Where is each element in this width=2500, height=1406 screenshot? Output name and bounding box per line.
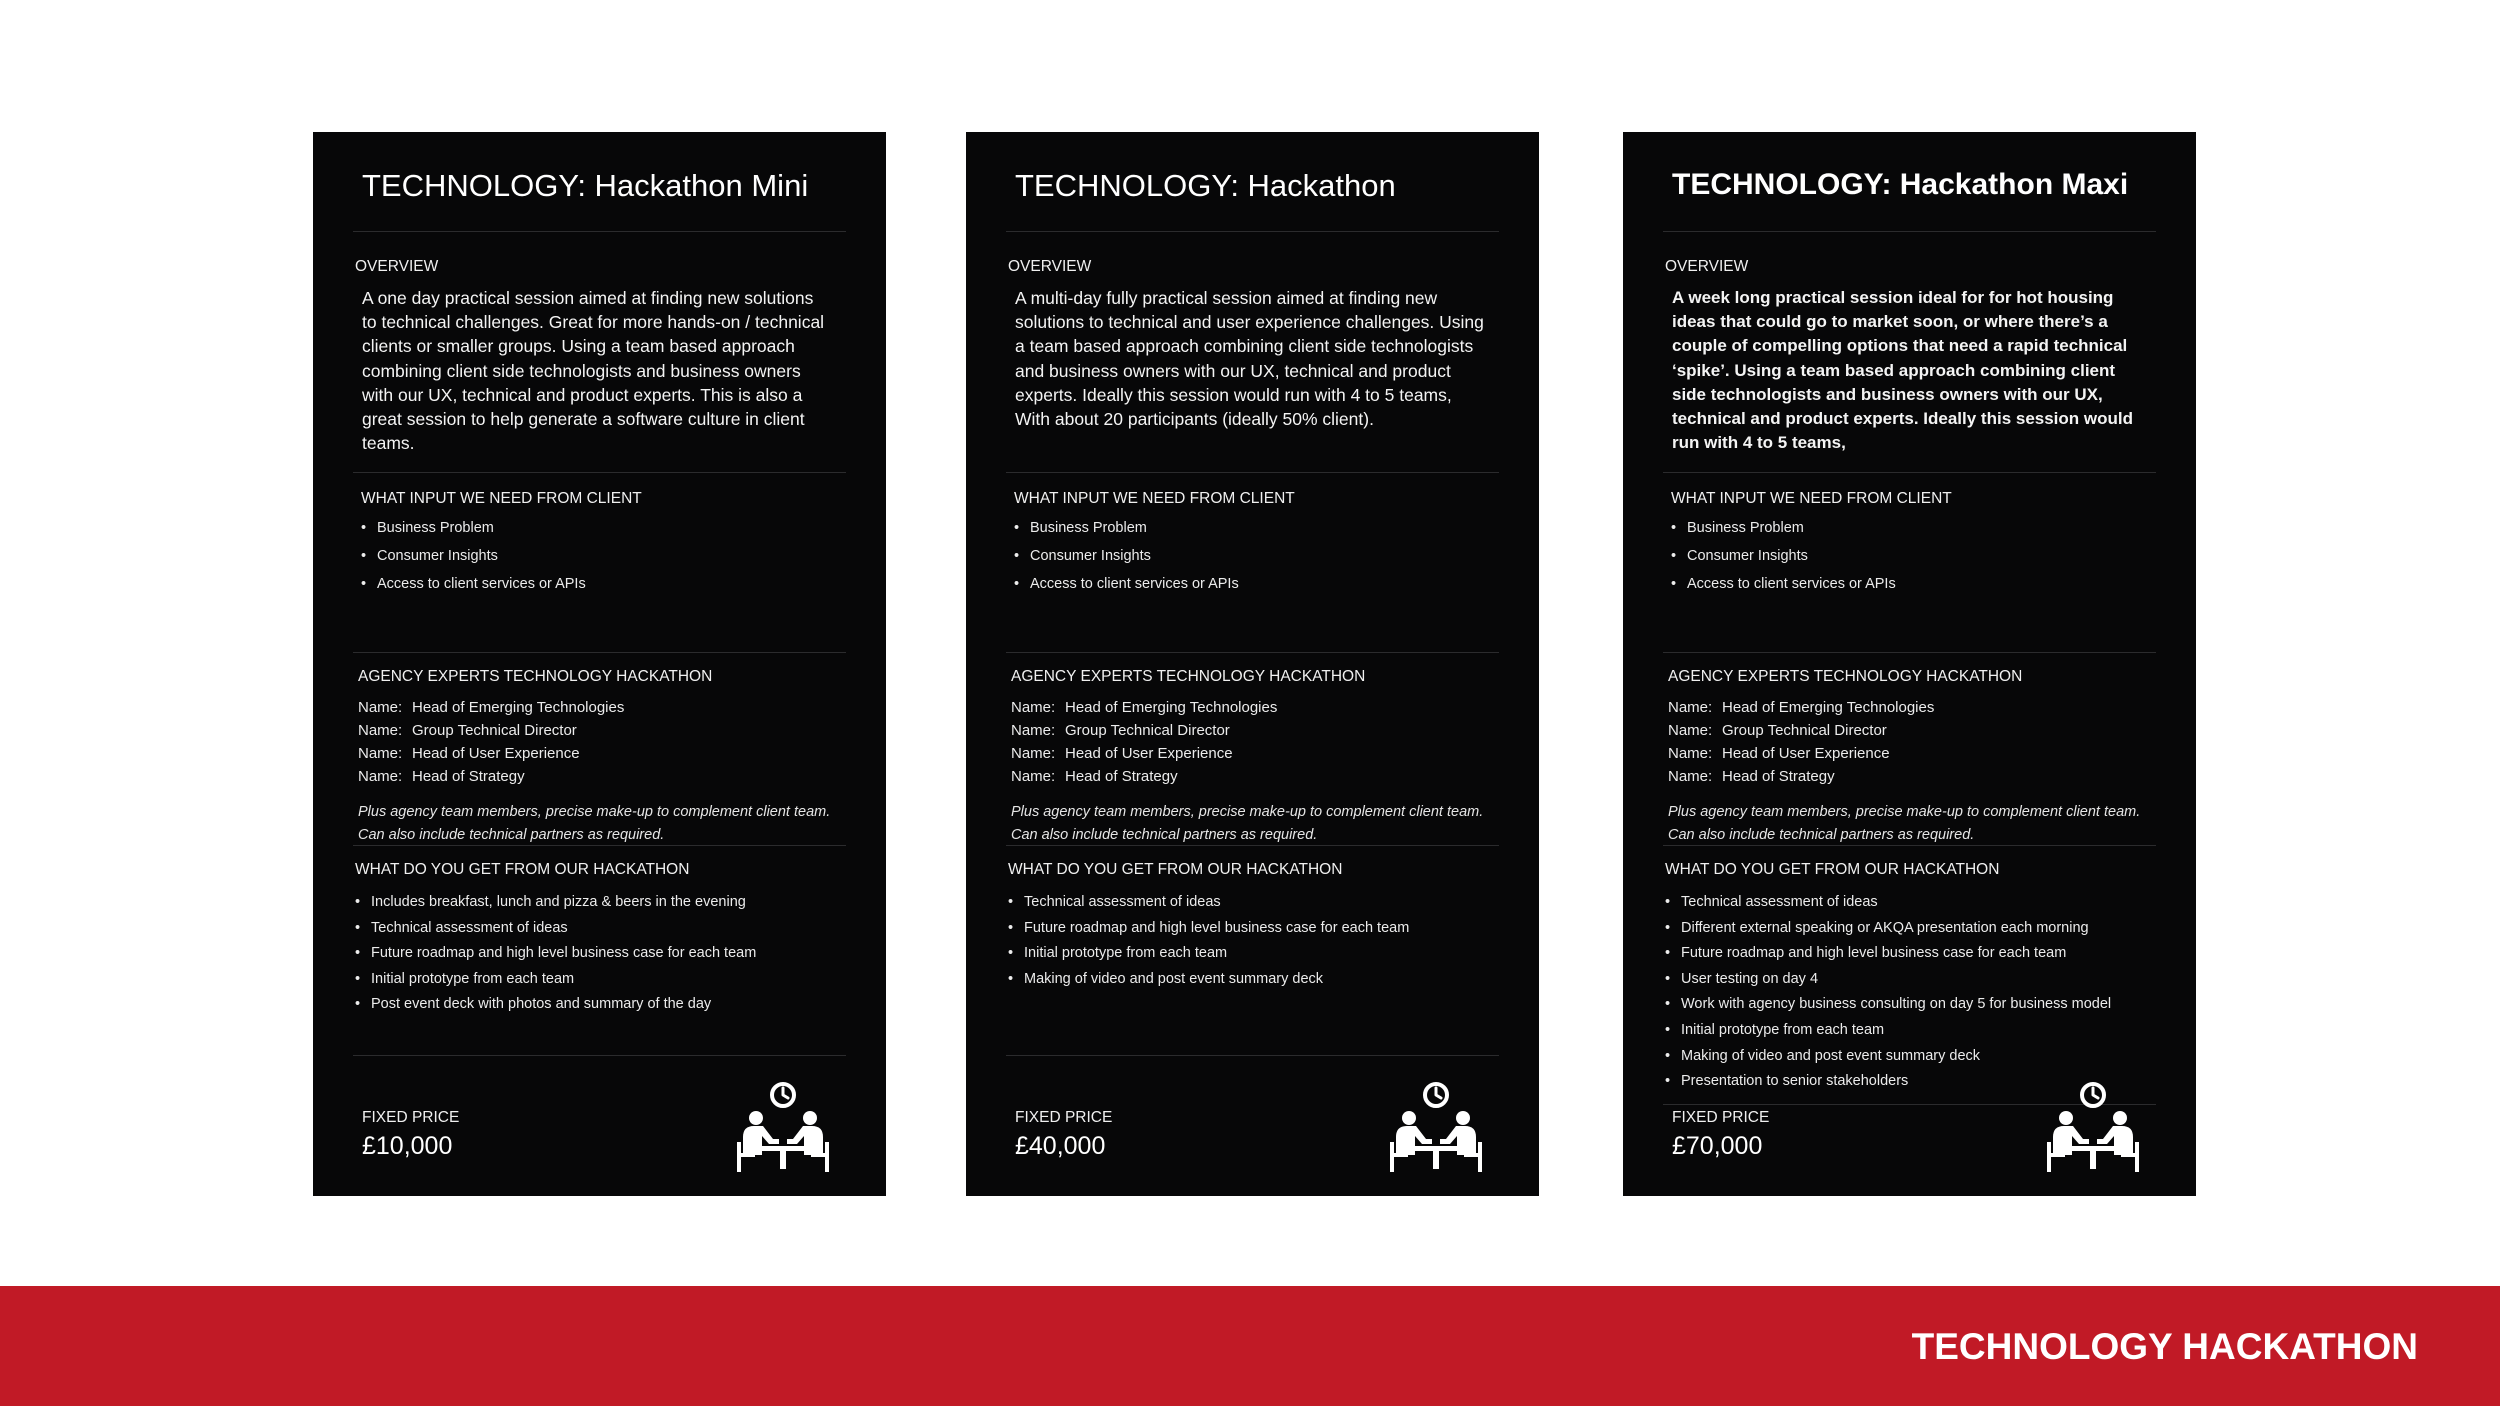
list-item: • Post event deck with photos and summary of the day — [355, 992, 756, 1018]
divider — [1663, 231, 2156, 232]
list-item: • Technical assessment of ideas — [1665, 890, 2111, 916]
expert-row: Name: Head of Strategy — [1668, 768, 1835, 785]
expert-row: Name: Group Technical Director — [358, 722, 577, 739]
divider — [1663, 652, 2156, 653]
list-item: • Business Problem — [1671, 514, 1896, 542]
divider — [1006, 231, 1499, 232]
input-list — [361, 514, 586, 598]
divider — [353, 845, 846, 846]
get-label: WHAT DO YOU GET FROM OUR HACKATHON — [355, 861, 690, 878]
list-item: • Future roadmap and high level business case for each team — [1008, 916, 1409, 942]
input-label: WHAT INPUT WE NEED FROM CLIENT — [361, 490, 642, 507]
input-label: WHAT INPUT WE NEED FROM CLIENT — [1671, 490, 1952, 507]
list-item: • Consumer Insights — [1671, 542, 1896, 570]
price-value: £70,000 — [1672, 1132, 1763, 1160]
list-item: • Presentation to senior stakeholders — [1665, 1069, 2111, 1095]
price-value: £10,000 — [362, 1132, 453, 1160]
price-label: FIXED PRICE — [362, 1109, 460, 1126]
experts-list — [1011, 696, 1277, 788]
card-title: TECHNOLOGY: Hackathon Maxi — [1672, 168, 2129, 201]
get-list — [355, 890, 756, 1018]
list-item: • Future roadmap and high level business case for each team — [1665, 941, 2111, 967]
get-list — [1665, 890, 2111, 1095]
divider — [353, 1055, 846, 1056]
list-item: • Technical assessment of ideas — [355, 916, 756, 942]
list-item: • Business Problem — [1014, 514, 1239, 542]
list-item: • Different external speaking or AKQA presentation each morning — [1665, 916, 2111, 942]
card-title: TECHNOLOGY: Hackathon Mini — [362, 168, 809, 203]
list-item: • Access to client services or APIs — [1671, 570, 1896, 598]
meeting-table-clock-icon — [733, 1082, 833, 1176]
list-item: • Initial prototype from each team — [355, 967, 756, 993]
expert-row: Name: Head of Strategy — [1011, 768, 1178, 785]
expert-row: Name: Head of Emerging Technologies — [1668, 699, 1935, 716]
overview-text: A week long practical session ideal for for hot housing ideas that could go to market soon, or where there’s a couple of compelling options that need a rapid technical ‘spike’. Using a team based approach combining client side technologists and business owners with our UX, technical and product experts. Ideally this session would run with 4 to 5 teams, — [1672, 288, 2134, 453]
list-item: • Access to client services or APIs — [1014, 570, 1239, 598]
get-label: WHAT DO YOU GET FROM OUR HACKATHON — [1665, 861, 2000, 878]
pricing-card-maxi — [1623, 132, 2196, 1196]
overview-label: OVERVIEW — [355, 258, 439, 275]
divider — [1663, 472, 2156, 473]
expert-row: Name: Head of User Experience — [1668, 745, 1890, 762]
list-item: • Consumer Insights — [361, 542, 586, 570]
list-item: • Future roadmap and high level business case for each team — [355, 941, 756, 967]
divider — [1006, 1055, 1499, 1056]
experts-list — [358, 696, 624, 788]
overview-text: A one day practical session aimed at finding new solutions to technical challenges. Great for more hands-on / technical clients or smaller groups. Using a team based approach combining client side technologists and business owners with our UX, technical and product experts. This is also a great session to help generate a software culture in client teams. — [362, 288, 825, 454]
divider — [1006, 845, 1499, 846]
team-note: Plus agency team members, precise make-up to complement client team. Can also include technical partners as required. — [1668, 804, 2141, 843]
list-item: • Work with agency business consulting on day 5 for business model — [1665, 992, 2111, 1018]
list-item: • Includes breakfast, lunch and pizza & beers in the evening — [355, 890, 756, 916]
expert-row: Name: Head of User Experience — [358, 745, 580, 762]
team-note: Plus agency team members, precise make-up to complement client team. Can also include technical partners as required. — [1011, 804, 1484, 843]
list-item: • Access to client services or APIs — [361, 570, 586, 598]
price-label: FIXED PRICE — [1015, 1109, 1113, 1126]
expert-row: Name: Group Technical Director — [1668, 722, 1887, 739]
list-item: • Making of video and post event summary deck — [1008, 967, 1409, 993]
price-label: FIXED PRICE — [1672, 1109, 1770, 1126]
divider — [1006, 652, 1499, 653]
expert-row: Name: Group Technical Director — [1011, 722, 1230, 739]
experts-list — [1668, 696, 1934, 788]
list-item: • Business Problem — [361, 514, 586, 542]
input-list — [1014, 514, 1239, 598]
expert-row: Name: Head of Strategy — [358, 768, 525, 785]
team-note: Plus agency team members, precise make-up to complement client team. Can also include technical partners as required. — [358, 804, 831, 843]
overview-label: OVERVIEW — [1008, 258, 1092, 275]
overview-label: OVERVIEW — [1665, 258, 1749, 275]
footer-title: TECHNOLOGY HACKATHON — [1911, 1326, 2418, 1367]
divider — [353, 472, 846, 473]
footer-band — [0, 1286, 2500, 1406]
expert-row: Name: Head of Emerging Technologies — [1011, 699, 1278, 716]
divider — [1006, 472, 1499, 473]
expert-row: Name: Head of User Experience — [1011, 745, 1233, 762]
pricing-card-standard — [966, 132, 1539, 1196]
experts-label: AGENCY EXPERTS TECHNOLOGY HACKATHON — [358, 668, 713, 685]
experts-label: AGENCY EXPERTS TECHNOLOGY HACKATHON — [1668, 668, 2023, 685]
meeting-table-clock-icon — [1386, 1082, 1486, 1176]
expert-row: Name: Head of Emerging Technologies — [358, 699, 625, 716]
list-item: • Technical assessment of ideas — [1008, 890, 1409, 916]
list-item: • Initial prototype from each team — [1665, 1018, 2111, 1044]
input-label: WHAT INPUT WE NEED FROM CLIENT — [1014, 490, 1295, 507]
overview-text: A multi-day fully practical session aimed at finding new solutions to technical and user experience challenges. Using a team based approach combining client side technologists and business owners with our UX, technical and product experts. Ideally this session would run with 4 to 5 teams, With about 20 participants (ideally 50% client). — [1015, 288, 1484, 430]
list-item: • Making of video and post event summary deck — [1665, 1044, 2111, 1070]
get-label: WHAT DO YOU GET FROM OUR HACKATHON — [1008, 861, 1343, 878]
experts-label: AGENCY EXPERTS TECHNOLOGY HACKATHON — [1011, 668, 1366, 685]
list-item: • Consumer Insights — [1014, 542, 1239, 570]
price-value: £40,000 — [1015, 1132, 1106, 1160]
get-list — [1008, 890, 1409, 992]
divider — [1663, 845, 2156, 846]
divider — [353, 231, 846, 232]
pricing-card-mini — [313, 132, 886, 1196]
divider — [353, 652, 846, 653]
list-item: • Initial prototype from each team — [1008, 941, 1409, 967]
meeting-table-clock-icon — [2043, 1082, 2143, 1176]
input-list — [1671, 514, 1896, 598]
card-title: TECHNOLOGY: Hackathon — [1015, 168, 1396, 203]
list-item: • User testing on day 4 — [1665, 967, 2111, 993]
